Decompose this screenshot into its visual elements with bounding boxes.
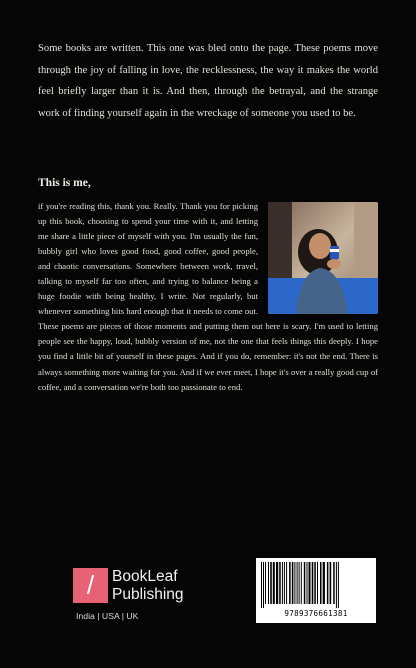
barcode-bar: [333, 562, 335, 604]
barcode-bar: [314, 562, 316, 604]
barcode-bar: [273, 562, 275, 604]
barcode-bar: [292, 562, 294, 604]
barcode-bars: [261, 562, 371, 608]
publisher-logo-glyph: /: [86, 570, 95, 600]
barcode-bar: [297, 562, 298, 604]
barcode-bar: [309, 562, 311, 604]
author-bio: [38, 199, 378, 395]
barcode-bar: [276, 562, 278, 604]
about-author-heading: This is me,: [38, 177, 91, 189]
publisher-name-line2: Publishing: [112, 586, 184, 603]
barcode-bar: [279, 562, 281, 604]
barcode-bar: [327, 562, 329, 604]
barcode-bar: [307, 562, 308, 604]
barcode-bar: [286, 562, 287, 604]
barcode-bar: [268, 562, 269, 604]
barcode-bar: [330, 562, 332, 604]
barcode-bar: [284, 562, 285, 604]
barcode-bar: [312, 562, 314, 604]
isbn-barcode: [256, 558, 376, 623]
back-cover-blurb: Some books are written. This one was bled onto the page. These poems move through the joy of falling in love, the recklessness, the way it makes the world feel briefly larger than it is. And then, through the betrayal, and the strange work of finding yourself again in the wreckage of someone you used to be.: [38, 43, 378, 119]
publisher-name-line1: BookLeaf: [112, 568, 178, 585]
barcode-bar: [263, 562, 264, 608]
barcode-bar: [338, 562, 339, 608]
isbn-number: 9789376661381: [284, 609, 348, 618]
barcode-bar: [323, 562, 325, 604]
barcode-bar: [320, 562, 322, 604]
author-bio-text: if you're reading this, thank you. Really. Thank you for picking up this book, choosing to spend your time with it, and letting me share a little piece of myself with you. I'm usually the fun, bubbly girl who loves good food, good coffee, good people, and chaotic conversations. Somewhere between work, travel, talking to myself far too often, and trying to balance being a huge foodie with being healthy, I write. Not regularly, but whenever something hits hard enough that it needs to come out. These poems are pieces of those moments and putting them out here is scary. I'm used to letting people see the happy, loud, bubbly version of me, not the one that feels things this deeply. I hope you find a little bit of yourself in these pages. And if you do, remember: it's not the end. There is always something more waiting for you. And if we ever meet, I hope it's over a really good cup of coffee, and a conversation we're both too passionate to end.: [38, 201, 378, 392]
barcode-bar: [282, 562, 283, 604]
barcode-bar: [270, 562, 272, 604]
barcode-bar: [265, 562, 266, 604]
barcode-bar: [336, 562, 337, 608]
barcode-bar: [304, 562, 306, 604]
barcode-bar: [299, 562, 300, 604]
publisher-logo: [73, 568, 183, 628]
author-photo: [268, 202, 378, 314]
publisher-regions: India | USA | UK: [76, 611, 139, 621]
barcode-bar: [289, 562, 291, 604]
barcode-bar: [261, 562, 262, 608]
barcode-bar: [301, 562, 302, 604]
barcode-bar: [294, 562, 295, 604]
barcode-bar: [317, 562, 318, 604]
